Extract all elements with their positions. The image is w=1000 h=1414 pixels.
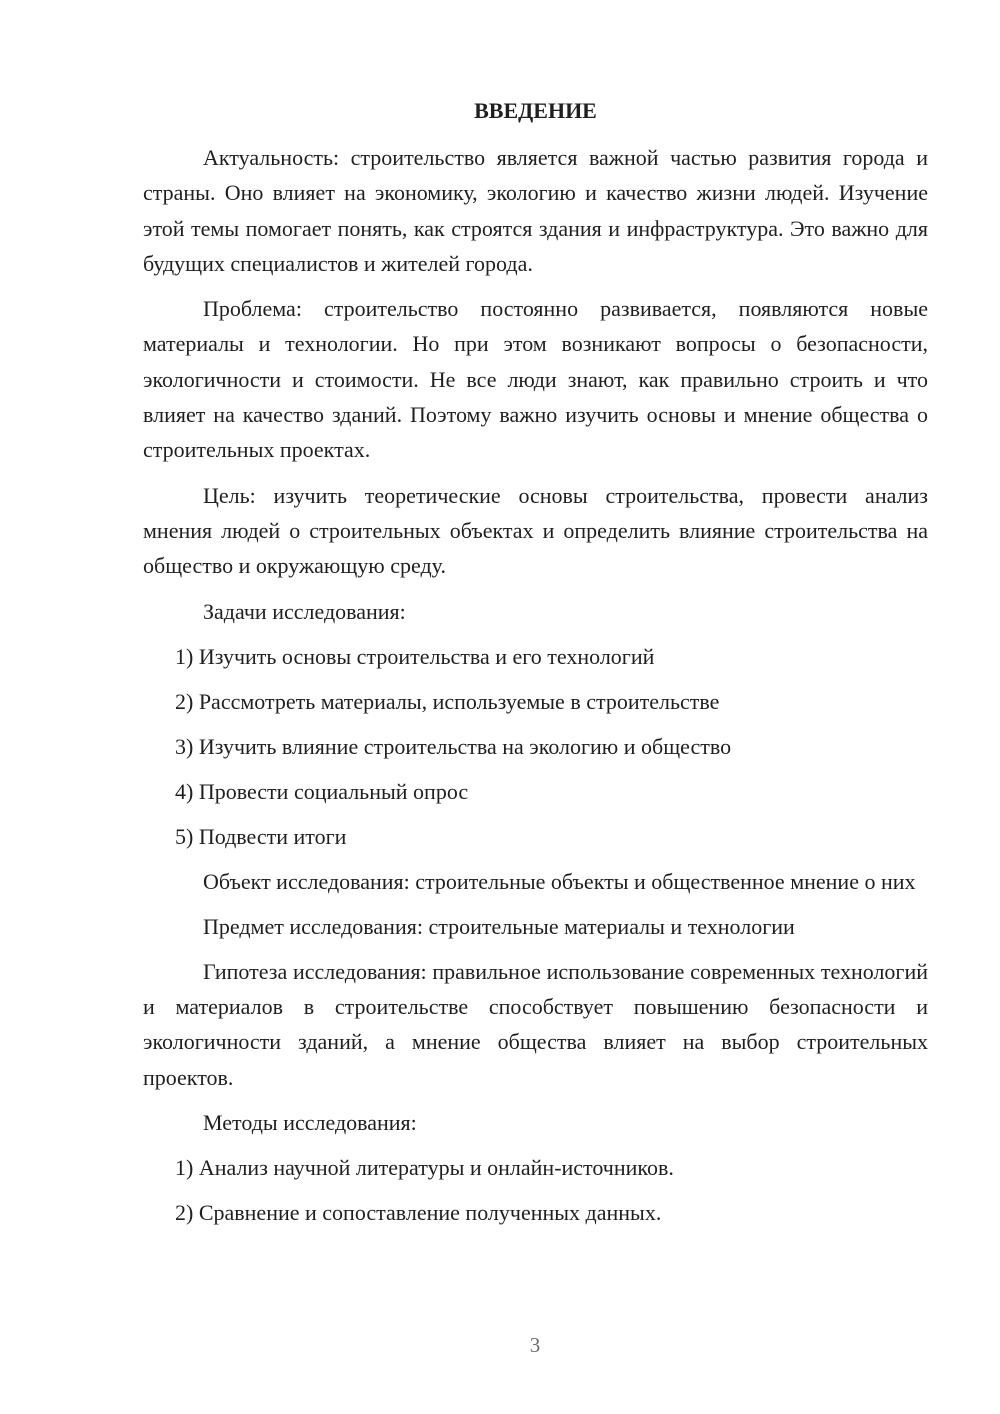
task-item: 4) Провести социальный опрос — [175, 778, 469, 804]
tasks-heading: Задачи исследования: — [203, 598, 406, 624]
method-item: 1) Анализ научной литературы и онлайн-источников. — [175, 1155, 674, 1181]
object-paragraph: Объект исследования: строительные объекты и общественное мнение о них — [203, 868, 916, 894]
task-item: 2) Рассмотреть материалы, используемые в строительстве — [175, 688, 720, 714]
hypothesis-paragraph: Гипотеза исследования: правильное использование современных технологий и материалов в строительстве способствует повышению безопасности и экологичности зданий, а мнение общества влияет на выбор строительных проектов. — [143, 958, 928, 1090]
task-item: 1) Изучить основы строительства и его технологий — [175, 643, 655, 669]
task-item: 3) Изучить влияние строительства на экологию и общество — [175, 733, 732, 759]
page-content — [143, 96, 928, 1240]
methods-heading: Методы исследования: — [203, 1110, 417, 1136]
goal-paragraph: Цель: изучить теоретические основы строительства, провести анализ мнения людей о строительных объектах и определить влияние строительства на общество и окружающую среду. — [143, 482, 928, 579]
section-title: ВВЕДЕНИЕ — [474, 98, 597, 123]
problem-paragraph: Проблема: строительство постоянно развивается, появляются новые материалы и технологии. Но при этом возникают вопросы о безопасности, экологичности и стоимости. Не все люди знают, как правильно строить и что влияет на качество зданий. Поэтому важно изучить основы и мнение общества о строительных проектах. — [143, 296, 928, 463]
relevance-paragraph: Актуальность: строительство является важной частью развития города и страны. Оно влияет на экономику, экологию и качество жизни людей. Изучение этой темы помогает понять, как строятся здания и инфраструктура. Это важно для будущих специалистов и жителей города. — [143, 145, 928, 276]
task-item: 5) Подвести итоги — [175, 823, 347, 849]
method-item: 2) Сравнение и сопоставление полученных данных. — [175, 1200, 662, 1226]
subject-line: Предмет исследования: строительные материалы и технологии — [203, 913, 795, 939]
page-number: 3 — [529, 1333, 541, 1357]
